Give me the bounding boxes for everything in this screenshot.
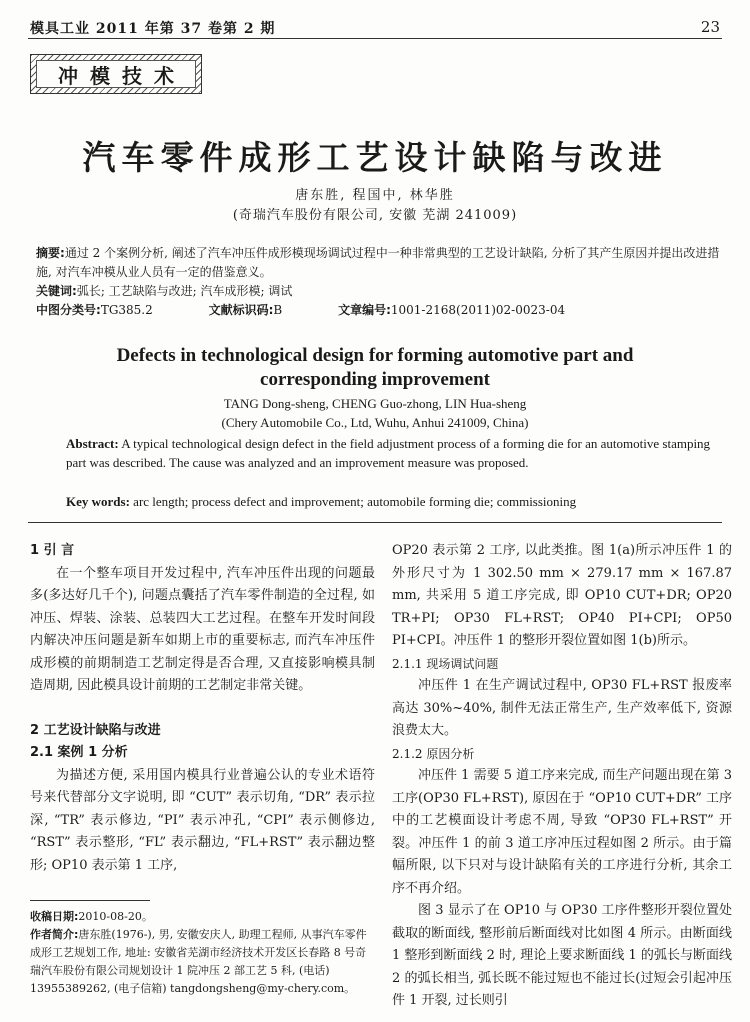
section-2-1-2-paragraph-2: 图 3 显示了在 OP10 与 OP30 工序件整形开裂位置处截取的断面线, 整形前后断面线对比如图 4 所示。由断面线 1 整形到断面线 2 时, 理论上要求断面线 1 的弧长与断面线 2 的弧长相当, 弧长既不能过短也不能过长(过短会引起冲压件 1 开裂, 过长则引: [392, 903, 732, 1008]
abstract-zh-paragraph: [36, 244, 724, 282]
abstract-en-label: Abstract:: [66, 436, 119, 451]
column-badge-frame: [36, 60, 196, 88]
body-column-left: [30, 540, 375, 877]
title-en-line-1: Defects in technological design for forming automotive part and: [116, 345, 634, 366]
running-head: [30, 18, 720, 36]
section-gap: [30, 698, 375, 720]
section-1-heading: 1 引 言: [30, 543, 75, 558]
bio-text: 唐东胜(1976-), 男, 安徽安庆人, 助理工程师, 从事汽车零件成形工艺规划工作, 地址: 安徽省芜湖市经济技术开发区长春路 8 号奇瑞汽车股份有限公司规划设计 1 院冲压 2 部工艺 5 科, (电话) 13955389262, (电子信箱) tangdongsheng@my-chery.com。: [30, 928, 367, 995]
authors-zh: 唐东胜, 程国中, 林华胜: [295, 188, 455, 203]
affiliation-zh: (奇瑞汽车股份有限公司, 安徽 芜湖 241009): [232, 208, 518, 223]
abstract-en-text: A typical technological design defect in the field adjustment process of a forming die for an automotive stamping part was described. The cause was analyzed and an improvement measure was proposed.: [66, 436, 711, 470]
keywords-en: [66, 494, 728, 510]
authors-en: TANG Dong-sheng, CHENG Guo-zhong, LIN Hua-sheng: [223, 396, 527, 411]
document-code: [209, 303, 309, 317]
section-2-1-1-paragraph: 冲压件 1 在生产调试过程中, OP30 FL+RST 报废率高达 30%~40%, 制件无法正常生产, 生产效率低下, 资源浪费太大。: [392, 678, 732, 738]
received-value: 2010-08-20。: [78, 910, 153, 923]
article-title-zh: 汽车零件成形工艺设计缺陷与改进: [82, 138, 668, 177]
column-badge-text: 冲模技术: [58, 63, 186, 88]
header-rule: [28, 38, 722, 39]
article-number: [338, 303, 591, 317]
clc-value: TG385.2: [100, 303, 153, 317]
footnote: [30, 908, 375, 998]
doc-label: 文献标识码:: [208, 303, 274, 317]
page-number: 23: [700, 18, 720, 36]
column-badge: [30, 54, 202, 94]
section-2-1-2-heading: 2.1.2 原因分析: [392, 746, 475, 761]
article-value: 1001-2168(2011)02-0023-04: [390, 303, 566, 317]
abstract-en: [66, 434, 728, 472]
received-date: [30, 908, 375, 926]
keywords-zh: [36, 282, 724, 301]
section-1-paragraph: 在一个整车项目开发过程中, 汽车冲压件出现的问题最多(多达好几千个), 问题点囊括了汽车零件制造的全过程, 如冲压、焊装、涂装、总装四大工艺过程。在整车开发时间段内解决冲压问题是新车如期上市的重要标志, 而汽车冲压件成形模的前期制造工艺制定得是否合理, 又直接影响模具制造周期, 因此模具设计前期的工艺制定非常关键。: [30, 565, 375, 693]
section-2-1-1-heading: 2.1.1 现场调试问题: [392, 656, 499, 671]
continued-paragraph: OP20 表示第 2 工序, 以此类推。图 1(a)所示冲压件 1 的外形尺寸为 1 302.50 mm × 279.17 mm × 167.87 mm, 共采用 5 道工序完成, 即 OP10 CUT+DR; OP20 TR+PI; OP30 FL+RST; OP40 PI+CPI; OP50 PI+CPI。冲压件 1 的整形开裂位置如图 1(b)所示。: [392, 543, 732, 648]
section-2-1-heading: 2.1 案例 1 分析: [30, 745, 128, 760]
title-en-line-2: corresponding improvement: [260, 369, 490, 390]
author-bio: [30, 926, 375, 998]
article-title-en: [40, 344, 710, 392]
keywords-zh-text: 弧长; 工艺缺陷与改进; 汽车成形模; 调试: [76, 284, 293, 298]
section-2-1-paragraph: 为描述方便, 采用国内模具行业普遍公认的专业术语符号来代替部分文字说明, 即 “CUT” 表示切角, “DR” 表示拉深, “TR” 表示修边, “PI” 表示冲孔, “CPI” 表示侧修边, “RST” 表示整形, “FL” 表示翻边, “FL+RST” 表示翻边整形; OP10 表示第 1 工序,: [30, 767, 375, 873]
section-2-heading: 2 工艺设计缺陷与改进: [30, 722, 161, 738]
abstract-zh-text: 通过 2 个案例分析, 阐述了汽车冲压件成形模现场调试过程中一种非常典型的工艺设计缺陷, 分析了其产生原因并提出改进措施, 对汽车冲模从业人员有一定的借鉴意义。: [36, 246, 720, 279]
keywords-en-text: arc length; process defect and improvement; automobile forming die; commissioning: [129, 494, 577, 509]
received-label: 收稿日期:: [30, 910, 79, 923]
abstract-zh: [36, 244, 724, 301]
abstract-separator: [28, 522, 722, 523]
abstract-zh-label: 摘要:: [36, 246, 65, 260]
journal-issue: 模具工业 2011 年第 37 卷第 2 期: [30, 21, 276, 37]
classification-line: [36, 301, 724, 318]
footnote-rule: [30, 900, 150, 901]
keywords-zh-label: 关键词:: [36, 284, 77, 298]
clc-label: 中图分类号:: [36, 303, 101, 317]
affiliation-en: (Chery Automobile Co., Ltd, Wuhu, Anhui 241009, China): [221, 415, 529, 430]
keywords-en-label: Key words:: [66, 494, 130, 509]
article-label: 文章编号:: [338, 303, 391, 317]
doc-value: B: [273, 303, 283, 317]
section-2-1-2-paragraph-1: 冲压件 1 需要 5 道工序来完成, 而生产问题出现在第 3 工序(OP30 FL+RST), 原因在于 “OP10 CUT+DR” 工序中的工艺模面设计考虑不周, 导致 “OP30 FL+RST” 开裂。冲压件 1 的前 3 道工序冲压过程如图 2 所示。由于篇幅所限, 以下只对与设计缺陷有关的工序进行分析, 其余工序不再介绍。: [392, 768, 732, 896]
clc-number: [36, 303, 179, 317]
bio-label: 作者简介:: [30, 928, 79, 941]
body-column-right: [392, 540, 732, 1013]
